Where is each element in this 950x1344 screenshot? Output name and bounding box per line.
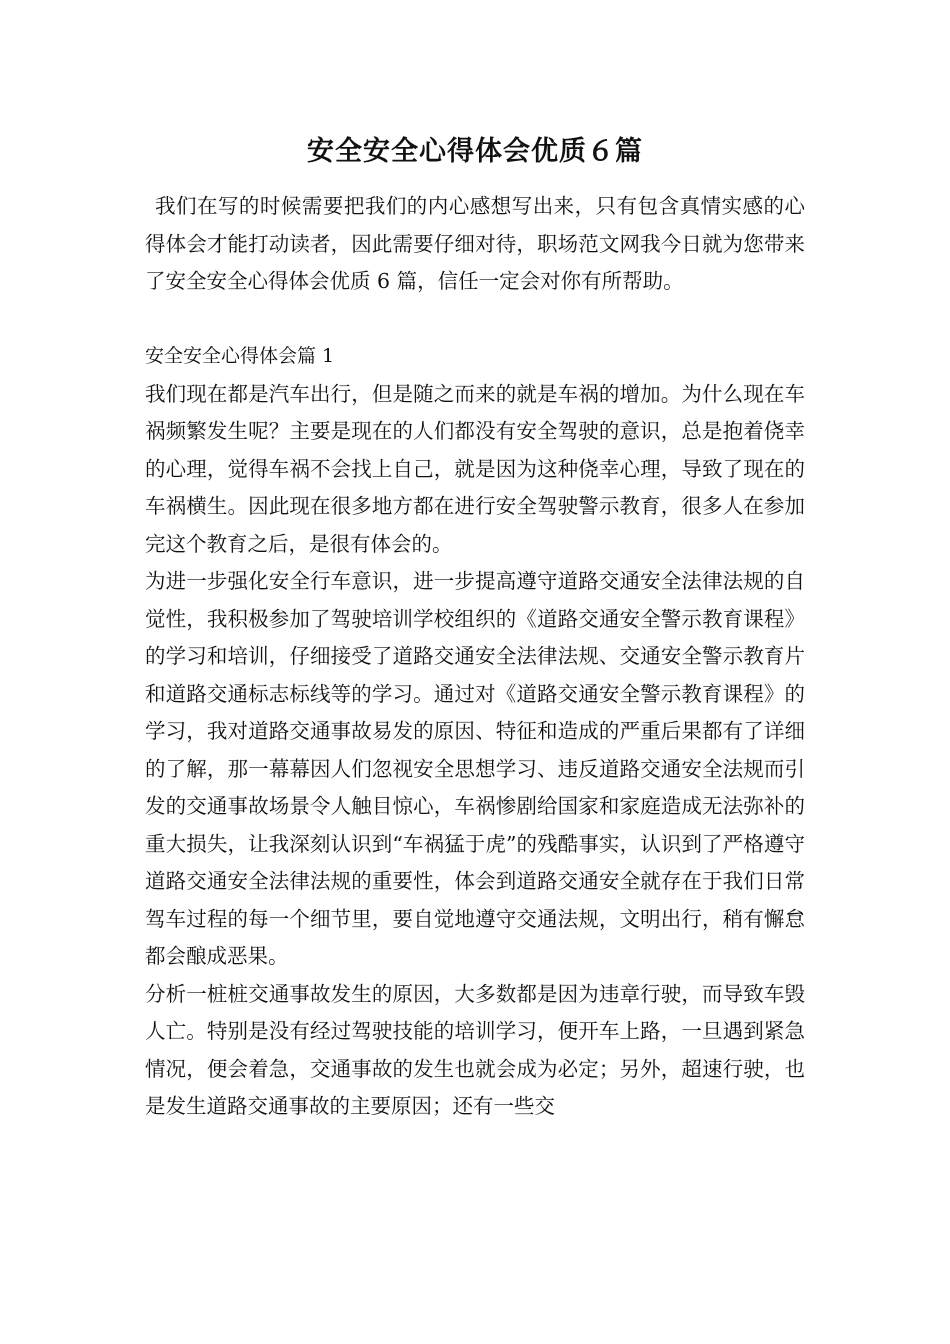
- document-page: [145, 130, 805, 1126]
- intro-paragraph: 我们在写的时候需要把我们的内心感想写出来，只有包含真情实感的心得体会才能打动读者，因此需要仔细对待，职场范文网我今日就为您带来了安全安全心得体会优质 6 篇，信任一定会对你有所帮助。: [145, 194, 805, 293]
- paragraph-spacer: [145, 301, 805, 339]
- body-paragraph-3: 分析一桩桩交通事故发生的原因，大多数都是因为违章行驶，而导致车毁人亡。特别是没有经过驾驶技能的培训学习，便开车上路，一旦遇到紧急情况，便会着急，交通事故的发生也就会成为必定；另外，超速行驶，也是发生道路交通事故的主要原因；还有一些交: [145, 981, 805, 1118]
- section-heading: 安全安全心得体会篇 1: [145, 345, 335, 367]
- body-paragraph-2: 为进一步强化安全行车意识，进一步提高遵守道路交通安全法律法规的自觉性，我积极参加了驾驶培训学校组织的《道路交通安全警示教育课程》的学习和培训，仔细接受了道路交通安全法律法规、交通安全警示教育片和道路交通标志标线等的学习。通过对《道路交通安全警示教育课程》的学习，我对道路交通事故易发的原因、特征和造成的严重后果都有了详细的了解，那一幕幕因人们忽视安全思想学习、违反道路交通安全法规而引发的交通事故场景令人触目惊心，车祸惨剧给国家和家庭造成无法弥补的重大损失，让我深刻认识到“车祸猛于虎”的残酷事实，认识到了严格遵守道路交通安全法律法规的重要性，体会到道路交通安全就存在于我们日常驾车过程的每一个细节里，要自觉地遵守交通法规，文明出行，稍有懈怠都会酿成恶果。: [145, 569, 805, 968]
- document-title: 安全安全心得体会优质６篇: [307, 136, 643, 167]
- body-paragraph-1: 我们现在都是汽车出行，但是随之而来的就是车祸的增加。为什么现在车祸频繁发生呢？主要是现在的人们都没有安全驾驶的意识，总是抱着侥幸的心理，觉得车祸不会找上自己，就是因为这种侥幸心理，导致了现在的车祸横生。因此现在很多地方都在进行安全驾驶警示教育，很多人在参加完这个教育之后，是很有体会的。: [145, 381, 805, 556]
